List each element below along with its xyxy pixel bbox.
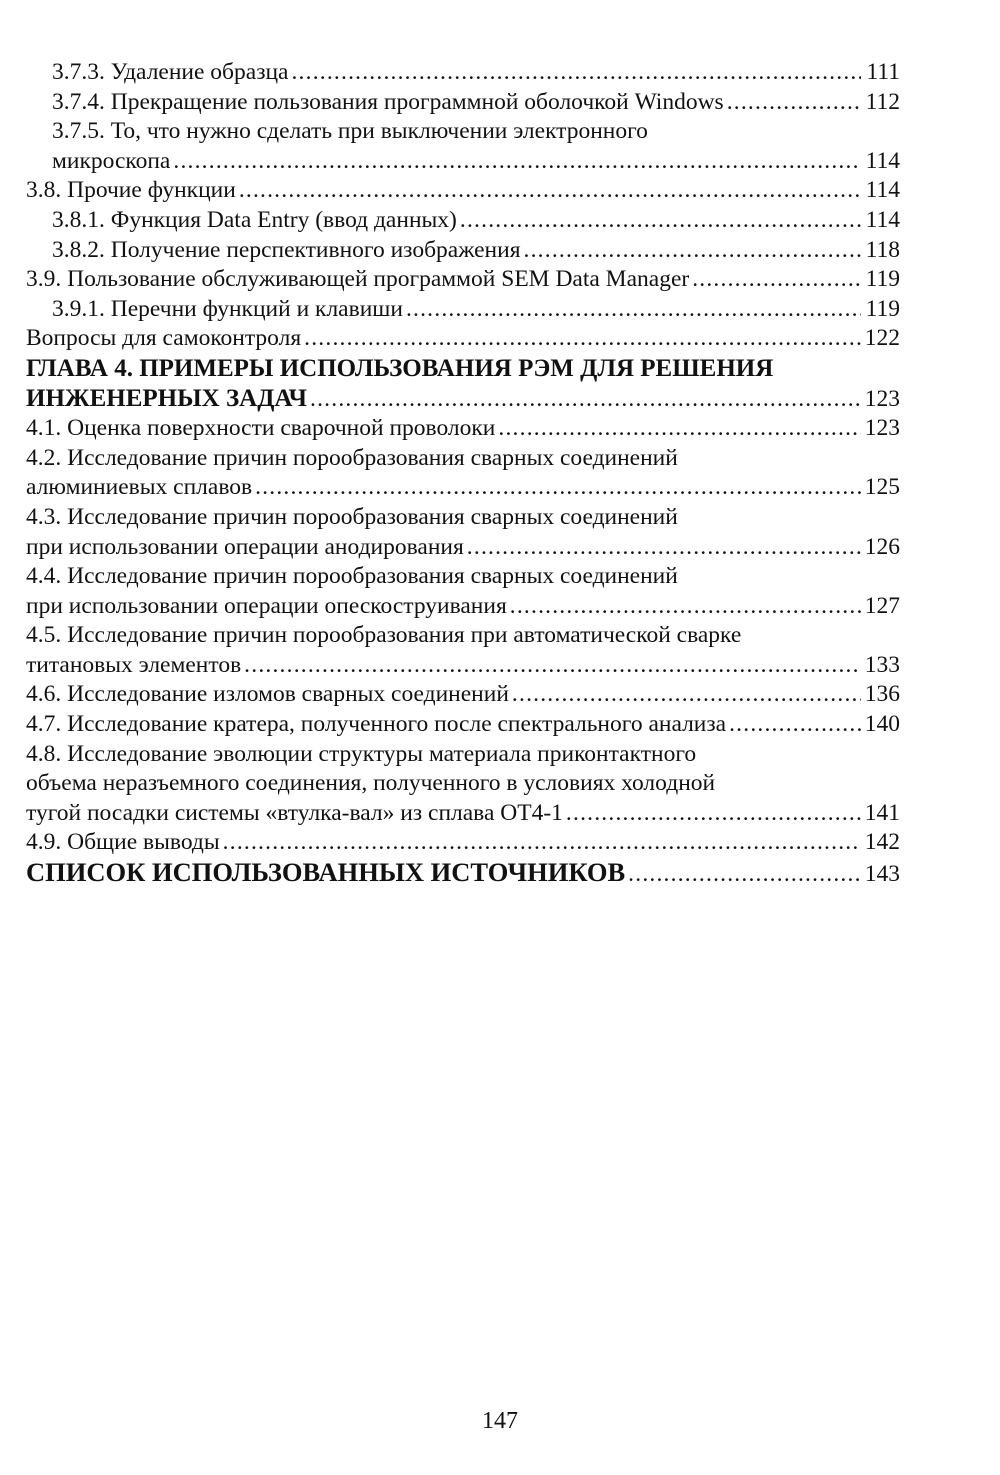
toc-entry-last-line [26,828,900,858]
toc-entry [26,710,900,740]
toc-entry-title-line: 4.9. Общие выводы [26,829,220,856]
toc-entry-page: 125 [864,474,900,501]
dot-leader [727,88,861,118]
toc-entry-page: 140 [864,711,900,738]
toc-entry-last-line [52,236,900,266]
toc-entry-page: 126 [864,533,900,560]
dot-leader [406,295,861,325]
toc-entry-last-line [52,206,900,236]
toc-entry [26,88,900,118]
dot-leader [729,710,861,740]
toc-entry-title-line: ГЛАВА 4. ПРИМЕРЫ ИСПОЛЬЗОВАНИЯ РЭМ ДЛЯ РЕШЕНИЯ [26,354,774,382]
dot-leader [512,680,861,710]
toc-entry-title-line: 3.9. Пользование обслуживающей программой SEM Data Manager [26,266,690,293]
dot-leader [692,265,861,295]
toc-entry-title-line: 3.9.1. Перечни функций и клавиши [52,295,403,322]
toc-entry-title-line: 3.7.4. Прекращение пользования программной оболочкой Windows [52,88,724,115]
page-number: 147 [482,1408,518,1434]
toc-entry-title-line: 4.7. Исследование кратера, полученного после спектрального анализа [26,711,727,738]
dot-leader [223,828,861,858]
toc-entry-page: 136 [864,681,900,708]
toc-entry-title-line: 4.4. Исследование причин порообразования сварных соединений [26,563,678,590]
toc-entry-page: 114 [865,147,900,174]
dot-leader [467,533,861,563]
toc-entry-last-line [26,176,900,206]
toc-entry [26,58,900,88]
toc-entry [26,858,900,890]
toc-entry-title-line: микроскопа [52,147,171,174]
toc-entry-page: 141 [864,799,900,826]
toc-entry-title-line: 3.8. Прочие функции [26,177,236,204]
dot-leader [524,236,861,266]
toc-entry-title-line: 3.8.1. Функция Data Entry (ввод данных) [52,206,457,233]
toc-entry-title-line: алюминиевых сплавов [26,474,253,501]
toc-entry [26,680,900,710]
toc-entry [26,206,900,236]
toc-entry-page: 119 [865,295,900,322]
toc-entry-page: 143 [864,861,900,888]
toc-entry-page: 118 [865,236,900,263]
toc-entry-page: 111 [866,59,900,85]
toc-entry-last-line [26,533,900,563]
toc-entry [26,265,900,295]
toc-entry [26,117,900,176]
dot-leader [239,176,861,206]
toc-entry [26,354,900,414]
toc-entry [26,414,900,444]
toc-entry-page: 112 [865,88,900,115]
toc-entry [26,236,900,266]
toc-entry [26,562,900,621]
toc-entry-title-line: объема неразъемного соединения, полученного в условиях холодной [26,770,716,797]
toc-entry-title-line: 4.8. Исследование эволюции структуры материала приконтактного [26,740,697,767]
toc-entry-last-line [26,680,900,710]
toc-entry-last-line [26,473,900,503]
dot-leader [304,324,861,354]
dot-leader [310,385,861,415]
toc-entry [26,176,900,206]
toc-entry-last-line [52,58,900,88]
toc-entry-last-line [52,147,900,177]
toc-entry-page: 142 [864,829,900,856]
dot-leader [510,592,861,622]
toc-entry [26,503,900,562]
dot-leader [628,860,861,890]
dot-leader [255,473,861,503]
toc-entry-last-line [52,88,900,118]
dot-leader [498,414,861,444]
toc-entry [26,324,900,354]
toc-entry-title-line: тугой посадки системы «втулка-вал» из сплава ОТ4-1 [26,799,563,826]
toc-entry [26,295,900,325]
toc-entry-page: 119 [865,266,900,293]
toc-entry-page: 133 [864,651,900,678]
toc-entry [26,444,900,503]
toc-entry-title-line: 4.6. Исследование изломов сварных соединений [26,681,509,708]
toc-entry-last-line [26,651,900,681]
toc-entry-title-line: 4.1. Оценка поверхности сварочной проволоки [26,415,496,442]
toc-entry-title-line: 4.2. Исследование причин порообразования сварных соединений [26,444,678,471]
toc-entry [26,740,900,829]
dot-leader [566,799,861,829]
toc-entry-last-line [26,324,900,354]
dot-leader [244,651,861,681]
toc-entry-title-line: Вопросы для самоконтроля [26,325,302,352]
toc-entry-title-line: 3.8.2. Получение перспективного изображения [52,236,521,263]
toc-entry-last-line [26,384,900,415]
dot-leader [460,206,861,236]
toc-entry-last-line [26,592,900,622]
toc-entry [26,828,900,858]
toc-entry-title-line: СПИСОК ИСПОЛЬЗОВАННЫХ ИСТОЧНИКОВ [26,857,626,888]
toc-entry-last-line [26,414,900,444]
table-of-contents [26,58,900,890]
toc-entry-title-line: 4.3. Исследование причин порообразования сварных соединений [26,503,678,530]
toc-entry-title-line: при использовании операции опескоструивания [26,592,507,619]
toc-entry-page: 127 [864,592,900,619]
dot-leader [291,58,861,88]
toc-entry-last-line [26,858,900,890]
dot-leader [173,147,861,177]
toc-entry-page: 123 [864,415,900,442]
toc-entry-title-line: 4.5. Исследование причин порообразования при автоматической сварке [26,622,742,649]
toc-entry-title-line: титановых элементов [26,651,242,678]
toc-entry-last-line [26,265,900,295]
toc-entry [26,621,900,680]
toc-entry-page: 114 [865,206,900,233]
toc-entry-title-line: 3.7.5. То, что нужно сделать при выключении электронного [52,118,648,145]
toc-entry-last-line [52,295,900,325]
toc-entry-page: 123 [864,385,900,412]
toc-entry-last-line [26,710,900,740]
toc-entry-page: 122 [864,325,900,352]
toc-entry-title-line: ИНЖЕНЕРНЫХ ЗАДАЧ [26,384,308,412]
toc-entry-page: 114 [865,177,900,204]
toc-entry-last-line [26,799,900,829]
toc-entry-title-line: при использовании операции анодирования [26,533,464,560]
toc-entry-title-line: 3.7.3. Удаление образца [52,59,289,85]
